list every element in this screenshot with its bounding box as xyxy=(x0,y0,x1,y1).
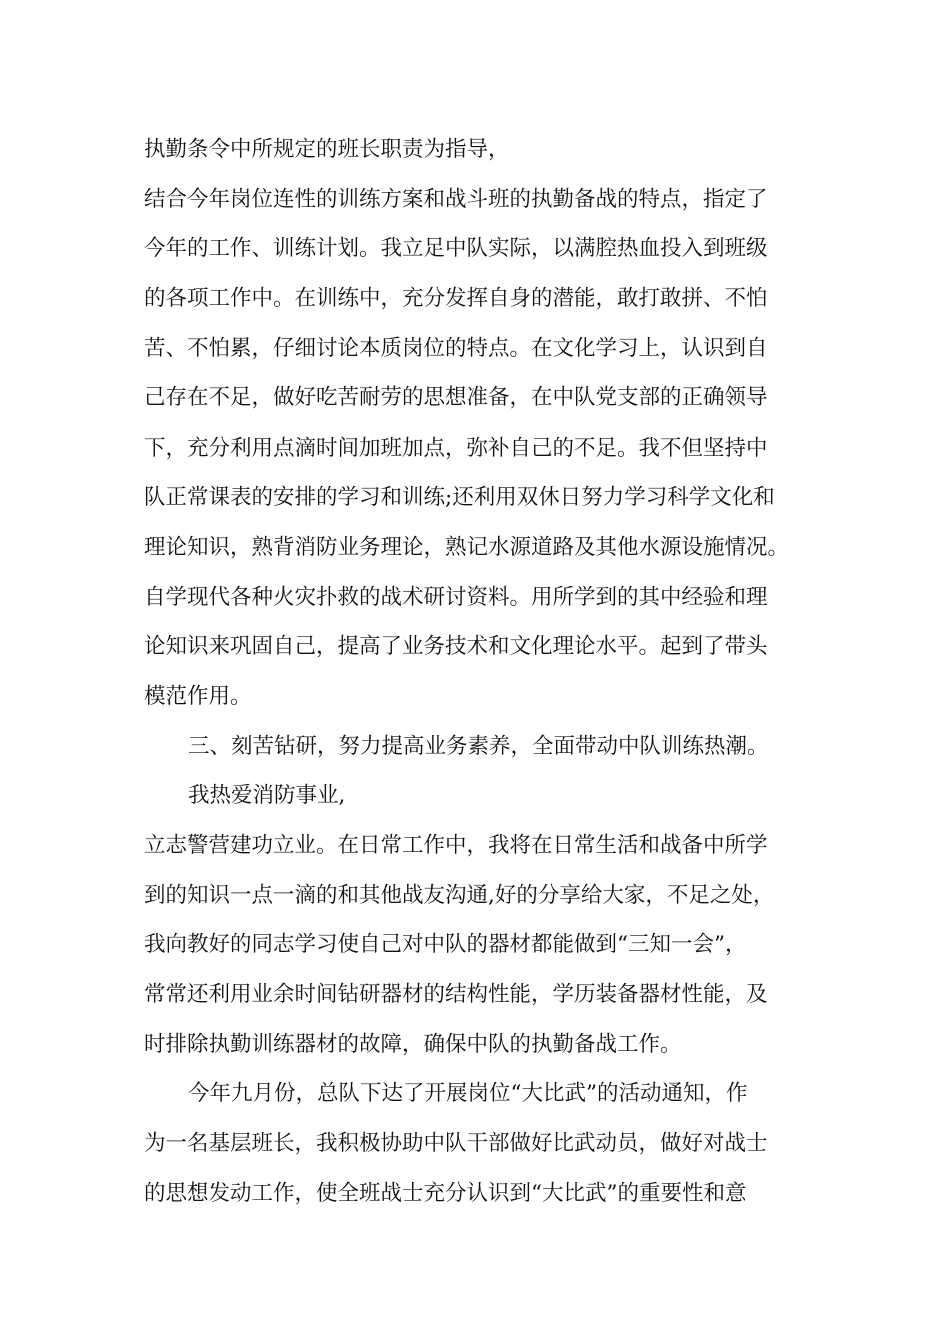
text-line: 到的知识一点一滴的和其他战友沟通,好的分享给大家，不足之处， xyxy=(144,883,775,908)
text-line: 理论知识，熟背消防业务理论，熟记水源道路及其他水源设施情况。 xyxy=(144,535,790,560)
text-line: 的思想发动工作，使全班战士充分认识到“大比武”的重要性和意 xyxy=(144,1181,747,1206)
text-line: 常常还利用业余时间钻研器材的结构性能，学历装备器材性能，及 xyxy=(144,982,768,1007)
text-line: 论知识来巩固自己，提高了业务技术和文化理论水平。起到了带头 xyxy=(144,634,768,659)
text-line: 下，充分利用点滴时间加班加点，弥补自己的不足。我不但坚持中 xyxy=(144,436,768,461)
text-line: 自学现代各种火灾扑救的战术研讨资料。用所学到的其中经验和理 xyxy=(144,585,768,610)
text-line: 为一名基层班长，我积极协助中队干部做好比武动员，做好对战士 xyxy=(144,1131,768,1156)
text-line: 己存在不足，做好吃苦耐劳的思想准备，在中队党支部的正确领导 xyxy=(144,385,768,410)
text-line: 立志警营建功立业。在日常工作中，我将在日常生活和战备中所学 xyxy=(144,833,768,858)
text-line: 我热爱消防事业, xyxy=(188,783,346,808)
section-heading: 三、刻苦钻研，努力提高业务素养，全面带动中队训练热潮。 xyxy=(188,734,769,759)
text-line: 模范作用。 xyxy=(144,684,252,709)
text-line: 我向教好的同志学习使自己对中队的器材都能做到“三知一会”， xyxy=(144,932,747,957)
text-line: 的各项工作中。在训练中，充分发挥自身的潜能，敢打敢拼、不怕 xyxy=(144,286,768,311)
text-line: 结合今年岗位连性的训练方案和战斗班的执勤备战的特点，指定了 xyxy=(144,187,768,212)
text-line: 今年九月份，总队下达了开展岗位“大比武”的活动通知，作 xyxy=(188,1081,748,1106)
text-line: 时排除执勤训练器材的故障，确保中队的执勤备战工作。 xyxy=(144,1032,682,1057)
text-line: 执勤条令中所规定的班长职责为指导， xyxy=(144,137,510,162)
text-line: 今年的工作、训练计划。我立足中队实际，以满腔热血投入到班级 xyxy=(144,236,768,261)
text-line: 苦、不怕累，仔细讨论本质岗位的特点。在文化学习上，认识到自 xyxy=(144,336,768,361)
text-line: 队正常课表的安排的学习和训练;还利用双休日努力学习科学文化和 xyxy=(144,485,775,510)
